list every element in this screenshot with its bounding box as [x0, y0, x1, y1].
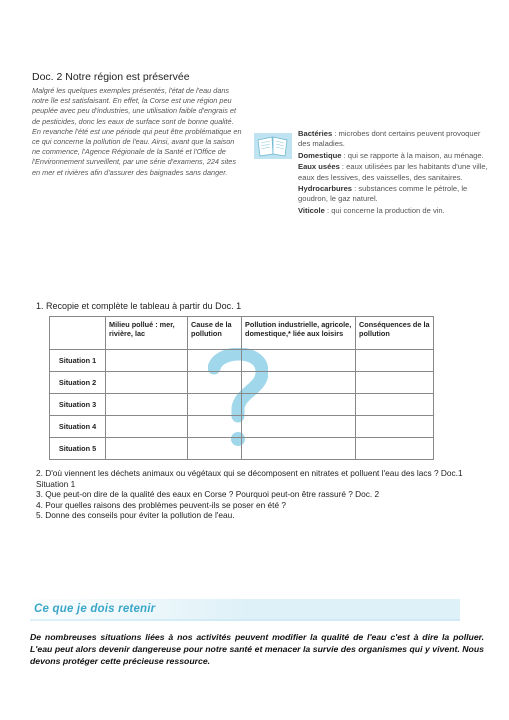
row-label: Situation 2: [50, 372, 106, 394]
table-row: [50, 438, 434, 460]
table-cell[interactable]: [242, 416, 356, 438]
doc2-paragraph: En revanche l'été est une période qui peut être problématique en ce qui concerne la pollution de l'eau. Ainsi, avant que la saison ne commence, l'Agence Régionale de la Santé et l'Office de l'Environnement surveillent, par une série d'examens, 224 sites en mer et rivières afin d'assurer des baignades sans danger.: [32, 126, 242, 177]
glossary-definition: : qui se rapporte à la maison, au ménage.: [341, 150, 484, 160]
table-cell[interactable]: [356, 350, 434, 372]
table-header-type: Pollution industrielle, agricole, domestique,* liée aux loisirs: [242, 317, 356, 350]
glossary-term: Viticole: [298, 205, 325, 215]
table-header-row: [50, 317, 434, 350]
table-cell[interactable]: [106, 394, 188, 416]
row-label: Situation 1: [50, 350, 106, 372]
glossary-item: [298, 206, 488, 216]
glossary-definition: : substances comme le pétrole, le goudron, le gaz naturel.: [298, 184, 468, 204]
doc2-section: [32, 71, 244, 178]
glossary-definition: : microbes dont certains peuvent provoquer des maladies.: [298, 129, 481, 149]
table-cell[interactable]: [242, 438, 356, 460]
glossary-term: Hydrocarbures: [298, 184, 353, 194]
table-cell[interactable]: [106, 438, 188, 460]
retain-title: Ce que je dois retenir: [34, 603, 156, 615]
table-cell[interactable]: [106, 416, 188, 438]
glossary-definition: : qui concerne la production de vin.: [324, 205, 445, 215]
table-cell[interactable]: [188, 394, 242, 416]
open-book-icon: [254, 133, 292, 159]
table-cell[interactable]: [356, 416, 434, 438]
glossary-term: Eaux usées: [298, 162, 340, 172]
question-1: 1. Recopie et complète le tableau à partir du Doc. 1: [36, 301, 242, 311]
table-cell[interactable]: [356, 438, 434, 460]
table-cell[interactable]: [188, 416, 242, 438]
table-cell[interactable]: [106, 372, 188, 394]
table-cell[interactable]: [242, 350, 356, 372]
table-cell[interactable]: [242, 372, 356, 394]
table-row: [50, 350, 434, 372]
table-cell[interactable]: [188, 438, 242, 460]
questions-list: [36, 468, 476, 521]
table-row: [50, 394, 434, 416]
glossary-item: [298, 162, 488, 183]
glossary-item: [298, 184, 488, 205]
retain-text: De nombreuses situations liées à nos activités peuvent modifier la qualité de l'eau c'est à dire la polluer. L'eau peut alors devenir dangereuse pour notre santé et menacer la survie des organismes qui y vivent. Nous devons protéger cette précieuse ressource.: [30, 632, 484, 666]
doc2-title: Doc. 2 Notre région est préservée: [32, 71, 190, 83]
doc2-body: [32, 86, 244, 178]
question-4: 4. Pour quelles raisons des problèmes peuvent-ils se poser en été ?: [36, 499, 286, 510]
question-2: 2. D'où viennent les déchets animaux ou végétaux qui se décomposent en nitrates et polluent l'eau des lacs ? Doc.1 Situation 1: [36, 468, 463, 489]
table-header-empty: [50, 317, 106, 350]
table-cell[interactable]: [188, 350, 242, 372]
glossary-term: Domestique: [298, 150, 342, 160]
situations-table-wrap: [49, 316, 433, 456]
table-cell[interactable]: [188, 372, 242, 394]
table-cell[interactable]: [242, 394, 356, 416]
table-header-milieu: Milieu pollué : mer, rivière, lac: [106, 317, 188, 350]
doc2-paragraph: Malgré les quelques exemples présentés, l'état de l'eau dans notre île est satisfaisant. En effet, la Corse est une région peu peuplée avec peu d'industries, une utilisation faible d'engrais et de pesticides, donc les eaux de surface sont de bonne qualité.: [32, 86, 236, 126]
glossary-item: [298, 129, 488, 150]
question-5: 5. Donne des conseils pour éviter la pollution de l'eau.: [36, 510, 235, 521]
table-cell[interactable]: [356, 372, 434, 394]
table-row: [50, 416, 434, 438]
table-cell[interactable]: [356, 394, 434, 416]
glossary: [298, 129, 488, 217]
table-cell[interactable]: [106, 350, 188, 372]
glossary-term: Bactéries: [298, 129, 333, 138]
table-row: [50, 372, 434, 394]
row-label: Situation 5: [50, 438, 106, 460]
question-3: 3. Que peut-on dire de la qualité des eaux en Corse ? Pourquoi peut-on être rassuré ? Doc. 2: [36, 489, 380, 500]
table-header-cause: Cause de la pollution: [188, 317, 242, 350]
glossary-definition: : eaux utilisées par les habitants d'une ville, eaux des lessives, des vaisselles, des sanitaires.: [298, 162, 488, 182]
table-header-consequences: Conséquences de la pollution: [356, 317, 434, 350]
row-label: Situation 3: [50, 394, 106, 416]
row-label: Situation 4: [50, 416, 106, 438]
situations-table: [49, 316, 434, 460]
glossary-item: [298, 151, 488, 161]
